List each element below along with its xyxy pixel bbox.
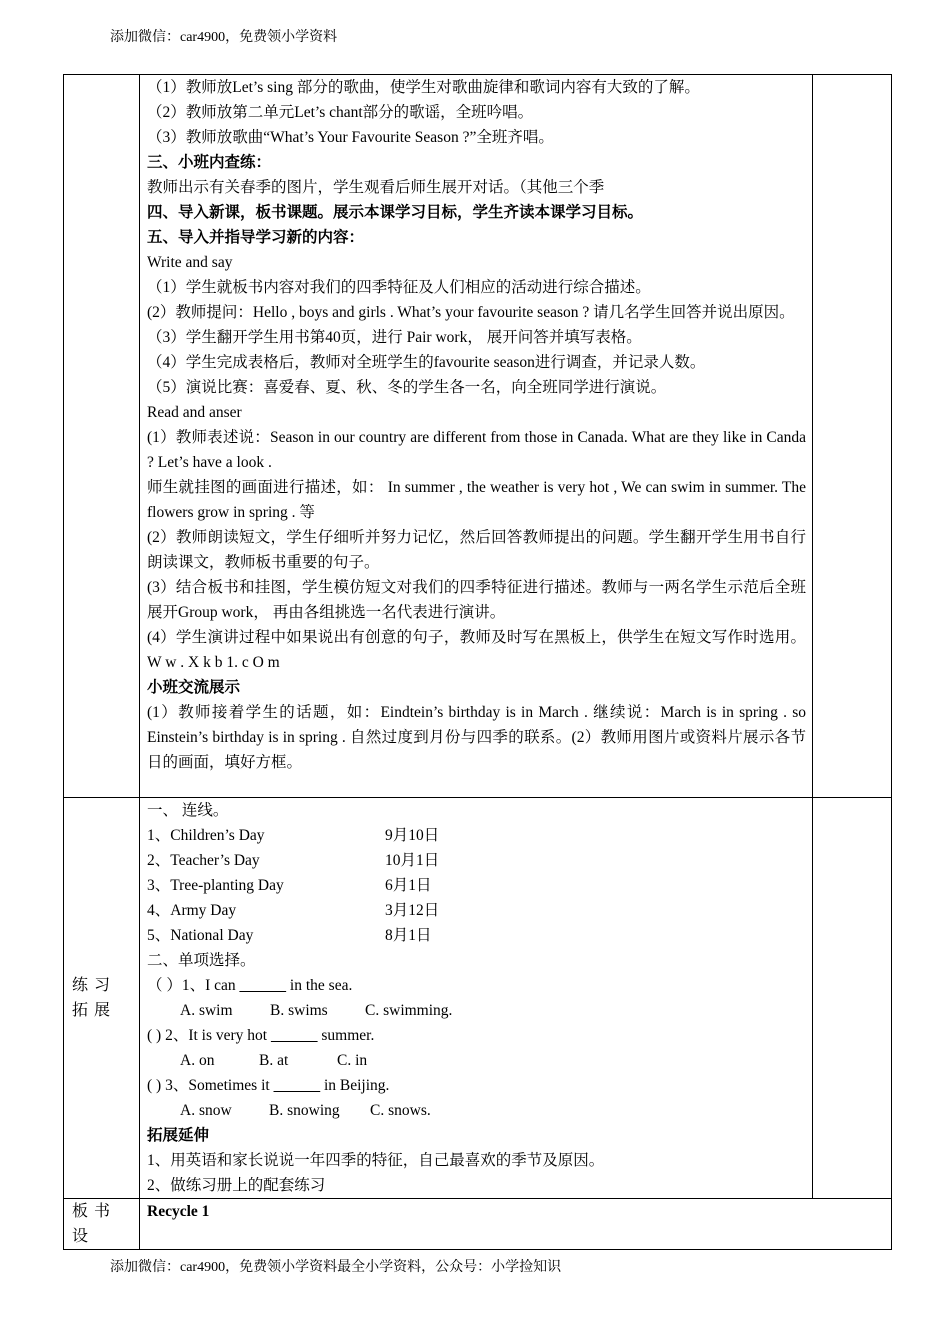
matching-left: 4、Army Day bbox=[147, 902, 237, 919]
read-and-answer-step-4: (4）学生演讲过程中如果说出有创意的句子，教师及时写在黑板上，供学生在短文写作时选用。 W w . X k b 1. c O m bbox=[147, 629, 806, 671]
label-cell-board bbox=[64, 1199, 140, 1250]
header-note: 添加微信：car4900，免费领小学资料 bbox=[110, 30, 338, 45]
question-stem-end: in the sea. bbox=[286, 977, 353, 994]
question-stem: ( ) 2、It is very hot bbox=[147, 1027, 271, 1044]
question-stem-end: summer. bbox=[317, 1027, 375, 1044]
write-and-say-title: Write and say bbox=[147, 254, 233, 271]
label-cell-empty bbox=[64, 75, 140, 798]
matching-item bbox=[147, 823, 806, 848]
matching-left: 2、Teacher’s Day bbox=[147, 852, 260, 869]
board-label: 板书设 bbox=[72, 1203, 117, 1245]
write-and-say-step-4: （4）学生完成表格后，教师对全班学生的favourite season进行调查，并记录人数。 bbox=[147, 354, 706, 371]
label-cell-practice bbox=[64, 798, 140, 1199]
choice-question-3 bbox=[147, 1073, 806, 1098]
practice-label: 练习拓展 bbox=[72, 977, 117, 1019]
heading-new-lesson: 四、导入新课，板书课题。展示本课学习目标，学生齐读本课学习目标。 bbox=[147, 204, 644, 221]
extension-title: 拓展延伸 bbox=[147, 1127, 210, 1144]
table-row-process bbox=[64, 75, 892, 798]
answer-blank: ______ bbox=[270, 1027, 318, 1044]
option-c: C. in bbox=[337, 1052, 368, 1069]
matching-item bbox=[147, 898, 806, 923]
board-content-cell bbox=[140, 1199, 892, 1250]
song-step-2: （2）教师放第二单元Let’s chant部分的歌谣，全班吟唱。 bbox=[147, 104, 534, 121]
matching-left: 3、Tree-planting Day bbox=[147, 877, 284, 894]
matching-left: 5、National Day bbox=[147, 927, 254, 944]
question-stem: （ ）1、I can bbox=[147, 977, 240, 994]
matching-right: 8月1日 bbox=[385, 927, 432, 944]
heading-guide: 五、导入并指导学习新的内容： bbox=[147, 229, 365, 246]
choice-question-1 bbox=[147, 973, 806, 998]
extension-item-1: 1、用英语和家长说说一年四季的特征，自己最喜欢的季节及原因。 bbox=[147, 1152, 605, 1169]
option-b: B. swims bbox=[270, 1002, 328, 1019]
option-a: A. snow bbox=[180, 1102, 232, 1119]
song-step-1: （1）教师放Let’s sing 部分的歌曲，使学生对歌曲旋律和歌词内容有大致的了解。 bbox=[147, 79, 700, 96]
answer-blank: ______ bbox=[239, 977, 287, 994]
matching-item bbox=[147, 848, 806, 873]
notes-cell bbox=[813, 798, 892, 1199]
choice-options-1 bbox=[147, 998, 806, 1023]
matching-right: 9月10日 bbox=[385, 827, 440, 844]
board-title: Recycle 1 bbox=[147, 1203, 210, 1220]
matching-item bbox=[147, 923, 806, 948]
song-step-3: （3）教师放歌曲“What’s Your Favourite Season ?”全班齐唱。 bbox=[147, 129, 554, 146]
practice-text: 教师出示有关春季的图片，学生观看后师生展开对话。（其他三个季 bbox=[147, 179, 605, 196]
option-a: A. on bbox=[180, 1052, 215, 1069]
matching-left: 1、Children’s Day bbox=[147, 827, 265, 844]
option-a: A. swim bbox=[180, 1002, 233, 1019]
extension-item-2: 2、做练习册上的配套练习 bbox=[147, 1177, 326, 1194]
answer-blank: ______ bbox=[273, 1077, 321, 1094]
notes-cell bbox=[813, 75, 892, 798]
read-and-answer-step-1: (1）教师表述说：Season in our country are different from those in Canada. What are they like in Canda ? Let’s have a look . bbox=[147, 429, 806, 471]
read-and-answer-step-3: (3）结合板书和挂图，学生模仿短文对我们的四季特征进行描述。教师与一两名学生示范后全班展开Group work， 再由各组挑选一名代表进行演讲。 bbox=[147, 579, 806, 621]
write-and-say-step-2: (2）教师提问：Hello , boys and girls . What’s your favourite season ? 请几名学生回答并说出原因。 bbox=[147, 304, 795, 321]
choice-options-2 bbox=[147, 1048, 806, 1073]
write-and-say-step-5: （5）演说比赛：喜爱春、夏、秋、冬的学生各一名，向全班同学进行演说。 bbox=[147, 379, 667, 396]
matching-item bbox=[147, 873, 806, 898]
option-c: C. snows. bbox=[370, 1102, 431, 1119]
question-stem-end: in Beijing. bbox=[320, 1077, 390, 1094]
footer-note: 添加微信：car4900，免费领小学资料最全小学资料，公众号：小学捡知识 bbox=[110, 1260, 562, 1275]
table-row-board bbox=[64, 1199, 892, 1250]
read-and-answer-step-2: (2）教师朗读短文，学生仔细听并努力记忆，然后回答教师提出的问题。学生翻开学生用书自行朗读课文，教师板书重要的句子。 bbox=[147, 529, 806, 571]
option-b: B. snowing bbox=[269, 1102, 340, 1119]
practice-content-cell bbox=[140, 798, 813, 1199]
exchange-title: 小班交流展示 bbox=[147, 679, 241, 696]
question-stem: ( ) 3、Sometimes it bbox=[147, 1077, 274, 1094]
lesson-plan-table bbox=[63, 74, 892, 1250]
matching-title: 一、 连线。 bbox=[147, 802, 229, 819]
write-and-say-step-3: （3）学生翻开学生用书第40页，进行 Pair work， 展开问答并填写表格。 bbox=[147, 329, 642, 346]
choice-options-3 bbox=[147, 1098, 806, 1123]
table-row-practice bbox=[64, 798, 892, 1199]
exchange-text: (1）教师接着学生的话题，如：Eindtein’s birthday is in March . 继续说：March is in spring . so Einstein’s birthday is in spring . 自然过度到月份与四季的联系。(2）教师用图片或资料片展示各节日的画面，填好方框。 bbox=[147, 704, 806, 771]
read-and-answer-title: Read and anser bbox=[147, 404, 242, 421]
choice-title: 二、单项选择。 bbox=[147, 952, 256, 969]
heading-practice: 三、小班内查练： bbox=[147, 154, 272, 171]
read-and-answer-example: 师生就挂图的画面进行描述，如： In summer , the weather is very hot , We can swim in summer. The flowers grow in spring . 等 bbox=[147, 479, 806, 521]
write-and-say-step-1: （1）学生就板书内容对我们的四季特征及人们相应的活动进行综合描述。 bbox=[147, 279, 651, 296]
option-c: C. swimming. bbox=[365, 1002, 453, 1019]
matching-right: 10月1日 bbox=[385, 852, 440, 869]
process-content-cell bbox=[140, 75, 813, 798]
choice-question-2 bbox=[147, 1023, 806, 1048]
matching-right: 6月1日 bbox=[385, 877, 432, 894]
matching-right: 3月12日 bbox=[385, 902, 440, 919]
option-b: B. at bbox=[259, 1052, 289, 1069]
